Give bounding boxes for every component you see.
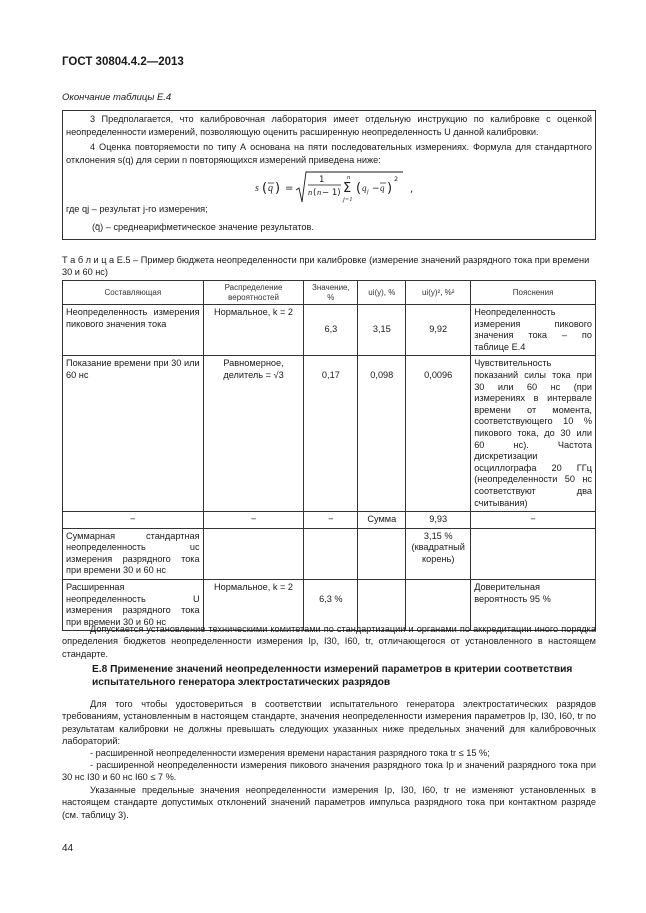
table-header-row <box>63 281 596 305</box>
svg-text:(: ( <box>262 181 268 196</box>
table-end-caption: Окончание таблицы Е.4 <box>62 92 172 103</box>
col-header: Распределение вероятностей <box>203 281 304 305</box>
table-caption: Т а б л и ц а Е.5 – Пример бюджета неопределенности при калибровке (измерение значений разрядного тока при времени 30 и 60 нс) <box>62 255 590 277</box>
svg-text:): ) <box>275 181 281 196</box>
uncertainty-budget-table <box>62 280 596 631</box>
formula-graphic <box>255 170 435 206</box>
bullet-1: - расширенной неопределенности измерения времени нарастания разрядного тока tr ≤ 15 %; <box>90 748 490 758</box>
col-header: ui(y)², %² <box>406 281 471 305</box>
svg-text:(: ( <box>356 181 362 196</box>
svg-text:j=1: j=1 <box>343 196 353 203</box>
where-q: где qj – результат j-го измерения; <box>66 204 208 214</box>
svg-text:q: q <box>268 183 273 194</box>
section-paragraph-1: Для того чтобы удостовериться в соответствии испытательного генератора электростатических разрядов требованиям, установленным в настоящем стандарте, значения неопределенности измерения параметров Ip, I30, I60, tr по результатам калибровки не должны превышать следующих указанных ниже предельных значений для калибровочных лабораторий: <box>62 699 596 747</box>
svg-text:n: n <box>317 187 322 197</box>
col-header: ui(y), % <box>358 281 406 305</box>
svg-text:=: = <box>285 183 294 194</box>
bullet-2: - расширенной неопределенности измерения пикового значения разрядного тока Ip и значений разрядного тока при 30 нс I30 и 60 нс I60 ≤ 7 %. <box>62 760 596 783</box>
svg-text:,: , <box>410 184 414 195</box>
svg-text:n: n <box>308 187 313 197</box>
table-row: Суммарная стандартная неопределенность uc измерения разрядного тока при времени 30 и 60 нс 3,15 % (квадратный корень) <box>63 528 596 579</box>
after-table-paragraph: Допускается установление техническими комитетами по стандартизации и органами по аккредитации иного порядка определения бюджетов неопределенности измерения Ip, I30, I60, tr, отличающегося от установленного в настоящем стандарте. <box>62 624 596 659</box>
note-3: 3 Предполагается, что калибровочная лаборатория имеет отдельную инструкцию по калибровке с оценкой неопределенности измерений, позволяющую оценить расширенную неопределенность U данной калибровки. <box>66 114 592 137</box>
table-row: Расширенная неопределенность U измерения разрядного тока при времени 30 и 60 нс Нормальное, k = 2 6,3 % Доверительная вероятность 95 % <box>63 580 596 631</box>
svg-text:): ) <box>387 181 393 196</box>
svg-text:2: 2 <box>394 175 399 183</box>
table-row: − − − Сумма 9,93 − <box>63 512 596 529</box>
where-mean: (q̄) – среднеарифметическое значение результатов. <box>92 222 314 232</box>
section-heading: Е.8 Применение значений неопределенности измерений параметров в критерии соответствия испытательного генератора электростатических разрядов <box>92 664 573 688</box>
svg-text:n: n <box>347 174 351 181</box>
svg-text:s: s <box>255 183 259 194</box>
table-row: Неопределенность измерения пикового значения тока Нормальное, k = 2 6,3 3,15 9,92 Неопределенность измерения пикового значения тока – по таблице Е.4 <box>63 305 596 356</box>
svg-text:(: ( <box>313 188 317 198</box>
svg-text:− 1): − 1) <box>322 188 341 198</box>
svg-text:j: j <box>367 189 369 195</box>
col-header: Пояснения <box>471 281 596 305</box>
col-header: Значение, % <box>304 281 358 305</box>
note-4: 4 Оценка повторяемости по типу А основана на пяти последовательных измерениях. Формула для стандартного отклонения s(q) для серии n повторяющихся измерений приведена ниже: <box>66 142 592 165</box>
svg-text:Σ: Σ <box>343 181 352 196</box>
table-row: Показание времени при 30 или 60 нс Равномерное, делитель = √3 0,17 0,098 0,0096 Чувствительность показаний силы тока при 30 или 60 нс (при измерениях в интервале времени от момента, соответствующего 10 % пикового тока, до 30 или 60 нс). Частота дискретизации осциллографа 20 ГГц (неопределенности 50 нс соответствуют два считывания) <box>63 356 596 512</box>
section-paragraph-2: Указанные предельные значения неопределенности измерения Ip, I30, I60, tr не изменяют установленных в настоящем стандарте допустимых отклонений значений параметров импульса разрядного тока при контактном разряде (см. таблицу 3). <box>62 785 596 820</box>
svg-text:−: − <box>372 184 380 194</box>
svg-text:q: q <box>380 183 385 193</box>
page-number: 44 <box>62 843 74 854</box>
col-header: Составляющая <box>63 281 204 305</box>
document-header: ГОСТ 30804.4.2—2013 <box>62 56 184 68</box>
svg-text:1: 1 <box>319 175 325 185</box>
svg-text:q: q <box>362 183 367 193</box>
